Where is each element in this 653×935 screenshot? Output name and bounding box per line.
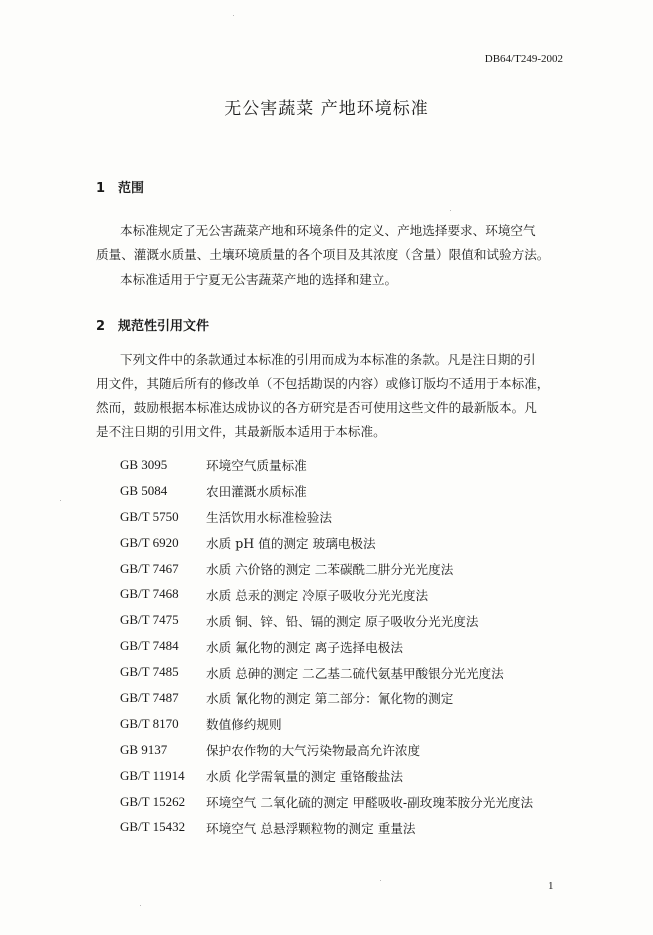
reference-item	[120, 711, 533, 737]
references-intro-paragraph	[96, 348, 574, 444]
reference-list	[120, 452, 533, 840]
reference-item	[120, 530, 533, 556]
section-title: 规范性引用文件	[118, 319, 210, 334]
section-number: 2	[96, 319, 106, 334]
reference-item	[120, 814, 533, 840]
reference-code: GB/T 7475	[120, 612, 179, 628]
reference-title: 水质 总汞的测定 冷原子吸收分光光度法	[206, 587, 429, 603]
reference-title: 水质 pH 值的测定 玻璃电极法	[206, 536, 376, 552]
reference-item	[120, 581, 533, 607]
reference-code: GB/T 6920	[120, 534, 179, 550]
scope-paragraph-1	[96, 219, 574, 267]
reference-code: GB/T 11914	[120, 767, 185, 783]
reference-title: 环境空气 总悬浮颗粒物的测定 重量法	[206, 820, 416, 836]
reference-title: 水质 总砷的测定 二乙基二硫代氨基甲酸银分光光度法	[206, 665, 504, 681]
reference-code: GB/T 7468	[120, 586, 179, 602]
reference-title: 保护农作物的大气污染物最高允许浓度	[206, 743, 421, 759]
section-number: 1	[96, 181, 106, 196]
reference-code: GB/T 8170	[120, 715, 179, 731]
reference-code: GB 3095	[120, 456, 168, 472]
reference-code: GB 9137	[120, 741, 168, 757]
paragraph-line: 下列文件中的条款通过本标准的引用而成为本标准的条款。凡是注日期的引	[120, 352, 536, 367]
reference-title: 农田灌溉水质标准	[206, 484, 307, 500]
section-title: 范围	[118, 181, 145, 196]
reference-code: GB/T 7485	[120, 664, 179, 680]
reference-item	[120, 659, 533, 685]
paragraph-line: 本标准规定了无公害蔬菜产地和环境条件的定义、产地选择要求、环境空气	[120, 223, 536, 238]
reference-item	[120, 789, 533, 815]
reference-code: GB/T 7487	[120, 689, 179, 705]
page-number: 1	[548, 880, 554, 892]
reference-item	[120, 633, 533, 659]
section-heading-normative-references	[96, 315, 209, 334]
paragraph-line: 然而，鼓励根据本标准达成协议的各方研究是否可使用这些文件的最新版本。凡	[96, 400, 537, 415]
document-code: DB64/T249-2002	[484, 53, 563, 65]
reference-title: 生活饮用水标准检验法	[206, 510, 332, 526]
scan-speck	[60, 500, 61, 501]
reference-title: 水质 氟化物的测定 离子选择电极法	[206, 639, 403, 655]
document-title: 无公害蔬菜 产地环境标准	[224, 99, 429, 119]
section-heading-scope	[96, 177, 144, 196]
paragraph-line: 质量、灌溉水质量、土壤环境质量的各个项目及其浓度（含量）限值和试验方法。	[96, 247, 550, 262]
paragraph-line: 本标准适用于宁夏无公害蔬菜产地的选择和建立。	[120, 272, 398, 287]
scan-speck	[450, 210, 451, 211]
reference-code: GB/T 15432	[120, 819, 186, 835]
paragraph-line: 用文件，其随后所有的修改单（不包括勘误的内容）或修订版均不适用于本标准，	[96, 376, 550, 391]
reference-item	[120, 737, 533, 763]
reference-code: GB/T 7484	[120, 638, 179, 654]
reference-title: 水质 六价铬的测定 二苯碳酰二肼分光光度法	[206, 562, 454, 577]
reference-item	[120, 763, 533, 789]
reference-item	[120, 607, 533, 633]
reference-title: 环境空气 二氧化硫的测定 甲醛吸收-副玫瑰苯胺分光光度法	[206, 795, 534, 811]
reference-title: 水质 氰化物的测定 第二部分：氰化物的测定	[206, 691, 454, 707]
reference-title: 数值修约规则	[206, 717, 282, 733]
scan-speck	[233, 15, 234, 16]
scan-speck	[380, 880, 381, 881]
paragraph-line: 是不注日期的引用文件，其最新版本适用于本标准。	[96, 424, 386, 439]
reference-code: GB/T 5750	[120, 508, 179, 524]
reference-code: GB 5084	[120, 482, 168, 498]
reference-title: 水质 化学需氧量的测定 重铬酸盐法	[206, 769, 403, 785]
reference-title: 环境空气质量标准	[206, 458, 307, 474]
scope-paragraph-2	[96, 268, 574, 292]
reference-item	[120, 685, 533, 711]
reference-title: 水质 铜、锌、铅、镉的测定 原子吸收分光光度法	[206, 613, 479, 629]
reference-code: GB/T 15262	[120, 793, 186, 809]
reference-item	[120, 504, 533, 530]
reference-item	[120, 452, 533, 478]
reference-item	[120, 556, 533, 582]
scan-speck	[140, 905, 141, 906]
reference-code: GB/T 7467	[120, 560, 179, 576]
reference-item	[120, 478, 533, 504]
